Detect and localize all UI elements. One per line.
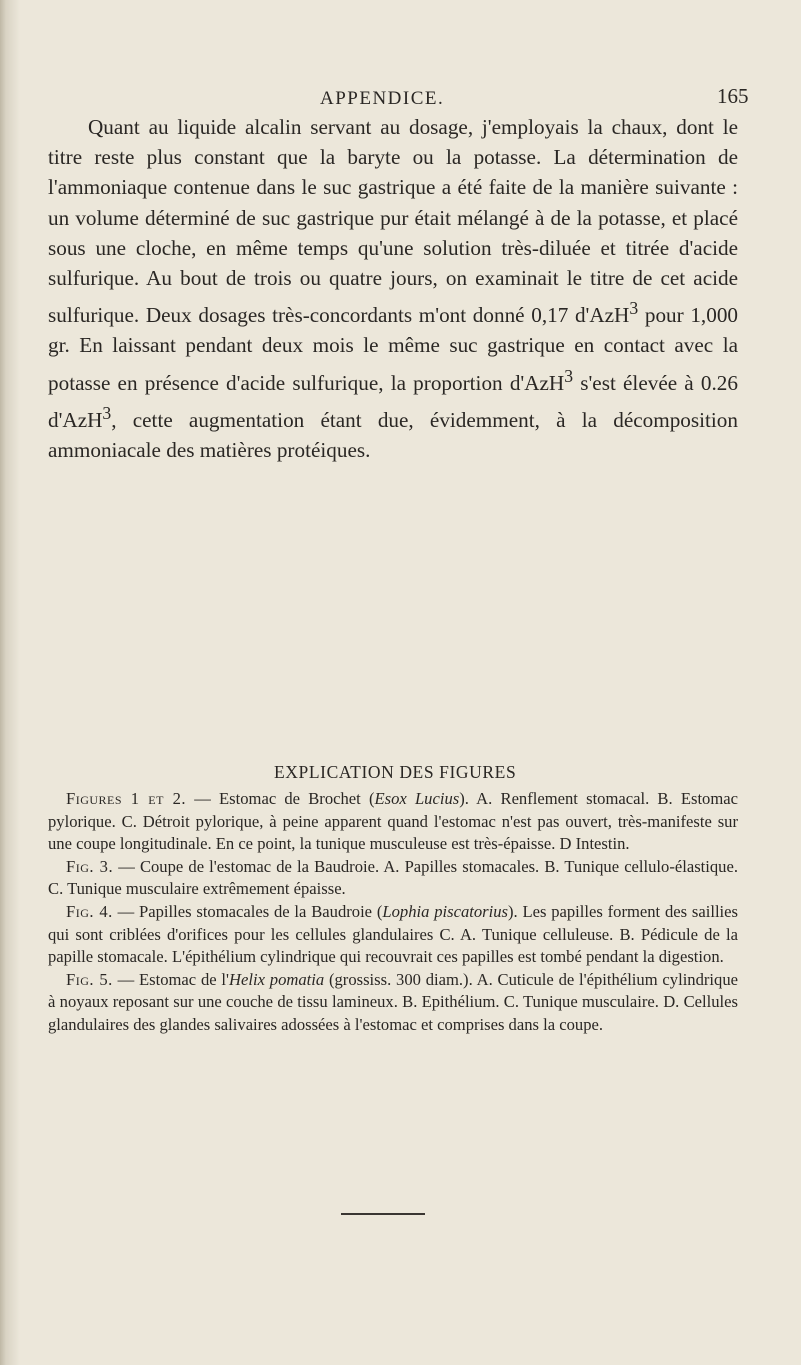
paragraph-text-3: s'est élevée à 0.26 d'AzH xyxy=(48,370,738,433)
caption-figures-1-2 xyxy=(48,788,738,856)
caption-figure-5 xyxy=(48,969,738,1037)
figure-captions xyxy=(48,788,738,1037)
caption-text: ). A. Renflement stomacal. B. Estomac pylorique. C. Détroit pylorique, à peine apparent quand l'estomac n'est pas ouvert, très-manifeste sur une coupe longitudinale. En ce point, la tunique musculeuse est très-épaisse. D Intestin. xyxy=(48,789,738,854)
paragraph-text-1: Quant au liquide alcalin servant au dosage, j'employais la chaux, dont le titre reste plus constant que la baryte ou la potasse. La détermination de l'ammoniaque contenue dans le suc gastrique a été faite de la manière suivante : un volume déterminé de suc gastrique pur était mélangé à de la potasse, et placé sous une cloche, en même temps qu'une solution très-diluée et titrée d'acide sulfurique. Au bout de trois ou quatre jours, on examinait le titre de cet acide sulfurique. Deux dosages très-concordants m'ont donné 0,17 d'AzH xyxy=(48,115,738,328)
caption-label: Fig. 3. xyxy=(66,856,114,876)
caption-italic: Esox Lucius xyxy=(374,789,460,808)
running-head: APPENDICE. xyxy=(320,88,445,109)
caption-text: ). Les papilles forment des saillies qui sont criblées d'orifices pour les cellules glandulaires C. A. Tunique celluleuse. B. Pédicule de la papille stomacale. L'épithélium cylindrique qui recouvrait ces papilles est tombé pendant la digestion. xyxy=(48,901,738,967)
caption-text: — Papilles stomacales de la Baudroie ( xyxy=(112,901,383,921)
body-paragraph xyxy=(48,112,738,465)
caption-text: — Estomac de l' xyxy=(112,969,230,989)
paragraph-text-4: , cette augmentation étant due, évidemment, à la décomposition ammoniacale des matières protéiques. xyxy=(48,408,738,463)
caption-italic: Helix pomatia xyxy=(229,969,325,989)
end-rule xyxy=(341,1213,425,1215)
caption-label: Fig. 4. xyxy=(66,901,113,921)
caption-text: — Estomac de Brochet ( xyxy=(186,789,375,808)
caption-text: (grossiss. 300 diam.). A. Cuticule de l'épithélium cylindrique à noyaux reposant sur une couche de tissu lamineux. B. Epithélium. C. Tunique musculaire. D. Cellules glandulaires des glandes salivaires adossées à l'estomac et comprises dans la coupe. xyxy=(48,969,738,1034)
caption-text: — Coupe de l'estomac de la Baudroie. A. Papilles stomacales. B. Tunique cellulo-élastique. C. Tunique musculaire extrêmement épaisse. xyxy=(48,856,738,899)
section-title: EXPLICATION DES FIGURES xyxy=(274,762,517,782)
paragraph-text-2: pour 1,000 gr. En laissant pendant deux mois le même suc gastrique en contact avec la potasse en présence d'acide sulfurique, la proportion d'AzH xyxy=(48,303,739,395)
caption-label: Figures 1 et 2. xyxy=(66,789,187,808)
caption-italic: Lophia piscatorius xyxy=(382,901,508,921)
page-gutter xyxy=(0,0,20,1365)
superscript-1: 3 xyxy=(629,298,639,319)
superscript-2: 3 xyxy=(564,365,574,386)
caption-label: Fig. 5. xyxy=(66,969,113,989)
page-number: 165 xyxy=(717,84,749,108)
superscript-3: 3 xyxy=(102,402,112,423)
caption-figure-4 xyxy=(48,901,738,969)
caption-figure-3 xyxy=(48,856,738,901)
